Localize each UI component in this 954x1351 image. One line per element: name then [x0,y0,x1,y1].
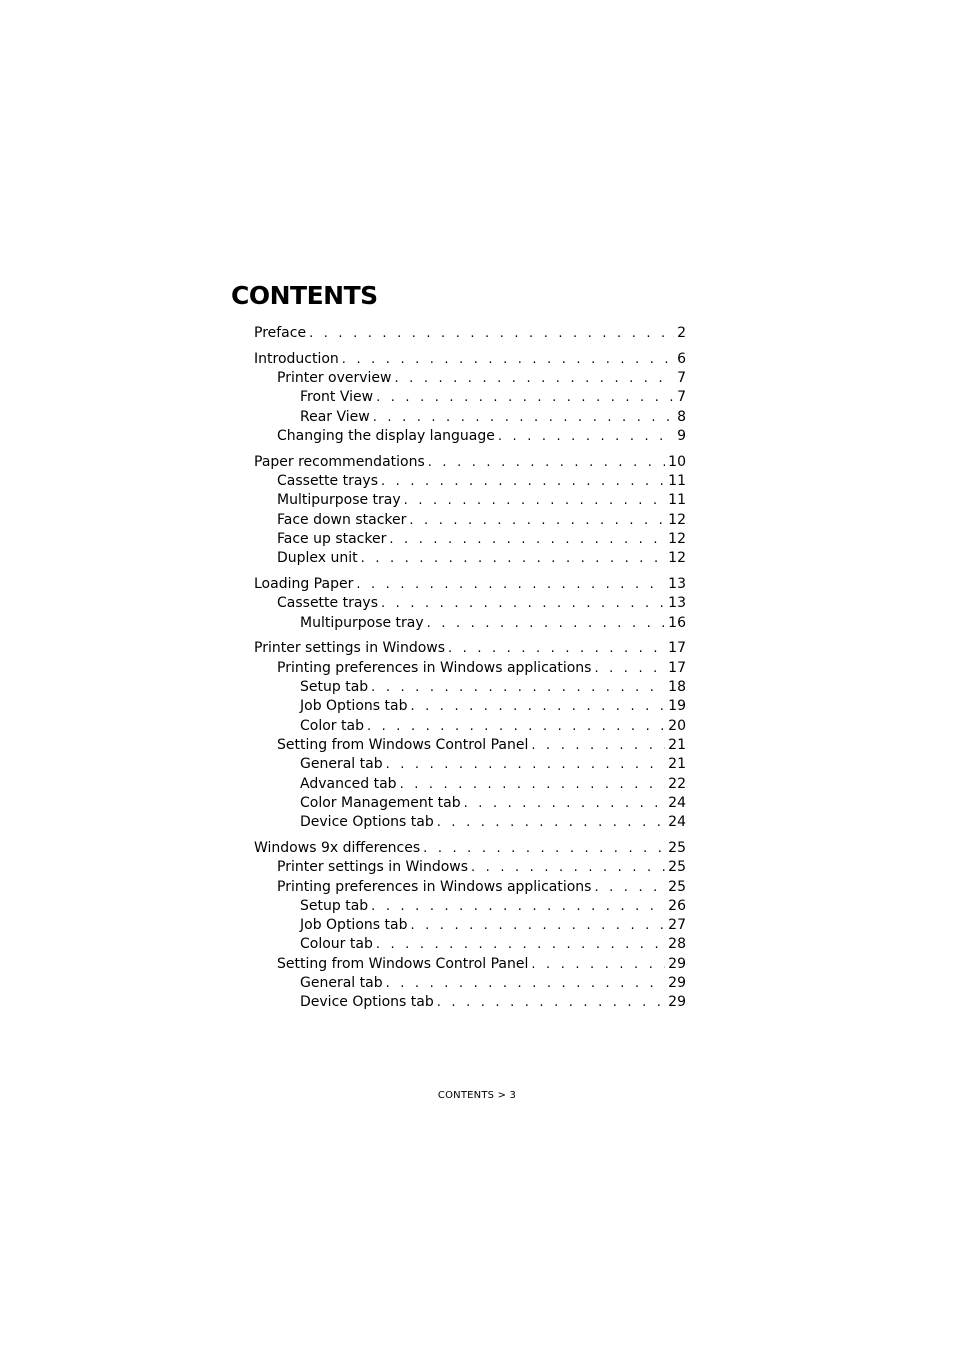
toc-entry-page-number: 25 [668,859,686,876]
page-title: CONTENTS [231,281,378,310]
toc-entry-page-number: 28 [668,936,686,953]
toc-section [254,324,686,343]
toc-entry[interactable] [254,350,686,369]
dot-leader [594,878,665,897]
toc-entry[interactable] [254,472,686,491]
dot-leader [531,736,665,755]
toc-entry-title: General tab [300,975,383,991]
toc-entry[interactable] [254,974,686,993]
toc-entry[interactable] [254,369,686,388]
toc-entry[interactable] [254,878,686,897]
dot-leader [376,935,665,954]
toc-entry-page-number: 11 [668,492,686,509]
toc-entry-page-number: 24 [668,814,686,831]
toc-entry-title: Introduction [254,350,339,367]
toc-entry-title: Color tab [300,717,364,734]
toc-entry[interactable] [254,993,686,1012]
toc-entry[interactable] [254,614,686,633]
toc-entry[interactable] [254,736,686,755]
dot-leader [471,858,665,877]
toc-entry[interactable] [254,575,686,594]
toc-entry-page-number: 10 [668,453,686,470]
toc-entry-title: Cassette trays [277,595,379,612]
toc-entry-title: Setting from Windows Control Panel [277,955,529,972]
toc-entry-page-number: 29 [668,994,686,1011]
toc-entry[interactable] [254,794,686,813]
toc-entry[interactable] [254,549,686,568]
toc-entry-title: Printer settings in Windows [254,640,446,657]
toc-entry-page-number: 7 [677,370,686,387]
dot-leader [448,639,665,658]
dot-leader [342,350,674,369]
toc-entry-page-number: 17 [668,640,686,657]
toc-entry-page-number: 9 [677,427,686,444]
toc-entry[interactable] [254,897,686,916]
dot-leader [423,839,665,858]
toc-entry-title: Job Options tab [300,698,408,715]
toc-entry-title: Loading Paper [254,576,354,593]
toc-entry[interactable] [254,697,686,716]
toc-entry-title: Printer settings in Windows [277,859,469,876]
toc-entry-title: Color Management tab [300,794,461,811]
toc-entry-page-number: 27 [668,917,686,934]
toc-entry[interactable] [254,955,686,974]
toc-entry-page-number: 29 [668,975,686,991]
toc-entry[interactable] [254,813,686,832]
toc-entry-page-number: 8 [677,408,686,425]
toc-entry[interactable] [254,659,686,678]
toc-section [254,639,686,832]
toc-entry-title: Paper recommendations [254,453,425,470]
dot-leader [531,955,665,974]
dot-leader [498,427,674,446]
toc-entry[interactable] [254,530,686,549]
toc-entry-page-number: 21 [668,736,686,753]
dot-leader [428,453,665,472]
toc-entry-title: Duplex unit [277,550,358,567]
toc-entry[interactable] [254,935,686,954]
toc-entry-title: Preface [254,325,307,341]
toc-entry[interactable] [254,511,686,530]
toc-entry-title: Multipurpose tray [300,614,424,631]
toc-entry[interactable] [254,594,686,613]
toc-entry[interactable] [254,388,686,407]
toc-entry-title: Device Options tab [300,994,434,1011]
toc-entry-page-number: 13 [668,595,686,612]
toc-entry-page-number: 21 [668,756,686,773]
dot-leader [410,916,665,935]
dot-leader [371,897,665,916]
toc-entry[interactable] [254,491,686,510]
toc-entry-title: Setting from Windows Control Panel [277,736,529,753]
dot-leader [356,575,665,594]
toc-entry-page-number: 17 [668,659,686,676]
toc-section [254,453,686,569]
toc-entry-title: Printing preferences in Windows applications [277,659,592,676]
dot-leader [464,794,666,813]
toc-entry-page-number: 12 [668,511,686,528]
toc-entry[interactable] [254,717,686,736]
toc-entry-page-number: 7 [677,389,686,406]
toc-entry-page-number: 24 [668,794,686,811]
toc-entry-page-number: 26 [668,897,686,914]
toc-entry-page-number: 25 [668,839,686,856]
toc-section [254,350,686,446]
dot-leader [361,549,666,568]
toc-entry-title: Job Options tab [300,917,408,934]
toc-entry-page-number: 12 [668,550,686,567]
toc-entry[interactable] [254,775,686,794]
toc-entry[interactable] [254,858,686,877]
dot-leader [381,472,665,491]
toc-entry-title: Printing preferences in Windows applications [277,878,592,895]
toc-entry-title: Device Options tab [300,814,434,831]
toc-entry[interactable] [254,678,686,697]
dot-leader [371,678,665,697]
toc-entry-title: Front View [300,389,374,406]
toc-entry-page-number: 12 [668,530,686,547]
toc-section [254,839,686,1013]
toc-entry-title: Changing the display language [277,427,495,444]
toc-entry-title: Cassette trays [277,473,379,490]
dot-leader [394,369,674,388]
toc-entry-title: Advanced tab [300,775,397,792]
toc-entry-title: Colour tab [300,936,373,953]
toc-section [254,575,686,633]
dot-leader [386,974,666,993]
dot-leader [437,813,665,832]
toc-entry[interactable] [254,324,686,343]
dot-leader [594,659,665,678]
toc-entry-page-number: 25 [668,878,686,895]
toc-entry-title: Setup tab [300,679,369,696]
dot-leader [367,717,665,736]
toc-entry[interactable] [254,427,686,446]
dot-leader [376,388,674,407]
toc-entry-page-number: 20 [668,717,686,734]
dot-leader [427,614,666,633]
dot-leader [389,530,665,549]
dot-leader [400,775,666,794]
toc-entry-title: General tab [300,756,383,773]
toc-entry-title: Multipurpose tray [277,492,401,509]
toc-entry-title: Face down stacker [277,511,407,528]
dot-leader [409,511,665,530]
toc-entry-title: Printer overview [277,370,392,387]
toc-entry[interactable] [254,639,686,658]
toc-entry[interactable] [254,839,686,858]
toc-entry-page-number: 29 [668,955,686,972]
toc-entry-title: Face up stacker [277,530,387,547]
toc-entry[interactable] [254,755,686,774]
toc-entry-title: Rear View [300,408,370,425]
toc-entry[interactable] [254,408,686,427]
dot-leader [404,491,666,510]
dot-leader [309,324,674,343]
toc-entry-page-number: 11 [668,473,686,490]
toc-entry-title: Windows 9x differences [254,839,421,856]
dot-leader [373,408,674,427]
dot-leader [410,697,665,716]
toc-entry-page-number: 6 [677,350,686,367]
toc-entry-page-number: 16 [668,614,686,631]
table-of-contents [254,324,686,1019]
dot-leader [381,594,665,613]
toc-entry[interactable] [254,453,686,472]
dot-leader [386,755,666,774]
dot-leader [437,993,665,1012]
toc-entry-page-number: 13 [668,576,686,593]
toc-entry-page-number: 19 [668,698,686,715]
toc-entry-page-number: 22 [668,775,686,792]
page-footer: CONTENTS > 3 [437,1090,517,1101]
toc-entry-page-number: 18 [668,679,686,696]
toc-entry-title: Setup tab [300,897,369,914]
toc-entry[interactable] [254,916,686,935]
toc-entry-page-number: 2 [677,325,686,341]
